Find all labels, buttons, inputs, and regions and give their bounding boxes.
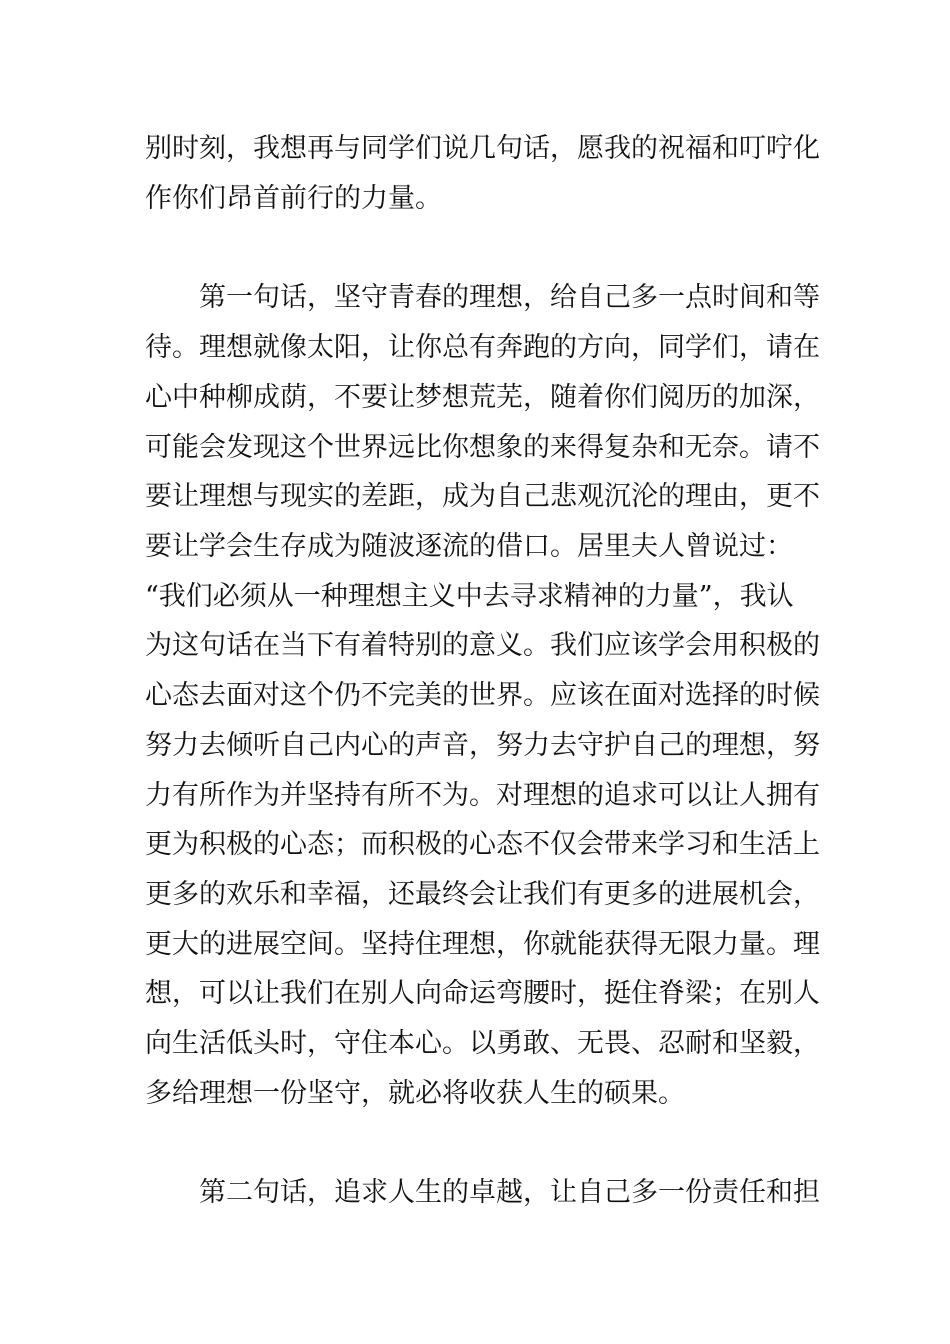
text-line: 力有所作为并坚持有所不为。对理想的追求可以让人拥有	[145, 780, 820, 811]
text-line: “我们必须从一种理想主义中去寻求精神的力量”，我认	[145, 581, 794, 612]
text-line: 待。理想就像太阳，让你总有奔跑的方向，同学们，请在	[145, 332, 820, 363]
text-line: 别时刻，我想再与同学们说几句话，愿我的祝福和叮咛化	[145, 133, 820, 164]
text-line: 要让学会生存成为随波逐流的借口。居里夫人曾说过：	[145, 531, 793, 562]
text-line: 可能会发现这个世界远比你想象的来得复杂和无奈。请不	[145, 432, 820, 463]
text-line: 要让理想与现实的差距，成为自己悲观沉沦的理由，更不	[145, 481, 820, 512]
text-line: 更大的进展空间。坚持住理想，你就能获得无限力量。理	[145, 929, 820, 960]
text-line: 作你们昂首前行的力量。	[145, 183, 442, 214]
text-line: 更为积极的心态；而积极的心态不仅会带来学习和生活上	[145, 829, 820, 860]
paragraph-first-line: 第二句话，追求人生的卓越，让自己多一份责任和担	[199, 1177, 820, 1208]
text-line: 努力去倾听自己内心的声音，努力去守护自己的理想，努	[145, 730, 820, 761]
text-line: 多给理想一份坚守，就必将收获人生的硕果。	[145, 1078, 685, 1109]
text-line: 想，可以让我们在别人向命运弯腰时，挺住脊梁；在别人	[145, 978, 820, 1009]
text-line: 向生活低头时，守住本心。以勇敢、无畏、忍耐和坚毅，	[145, 1028, 820, 1059]
text-line: 为这句话在当下有着特别的意义。我们应该学会用积极的	[145, 630, 820, 661]
paragraph-first-line: 第一句话，坚守青春的理想，给自己多一点时间和等	[199, 282, 820, 313]
text-line: 心中种柳成荫，不要让梦想荒芜，随着你们阅历的加深，	[145, 382, 820, 413]
text-line: 更多的欢乐和幸福，还最终会让我们有更多的进展机会，	[145, 879, 820, 910]
text-line: 心态去面对这个仍不完美的世界。应该在面对选择的时候	[145, 680, 820, 711]
